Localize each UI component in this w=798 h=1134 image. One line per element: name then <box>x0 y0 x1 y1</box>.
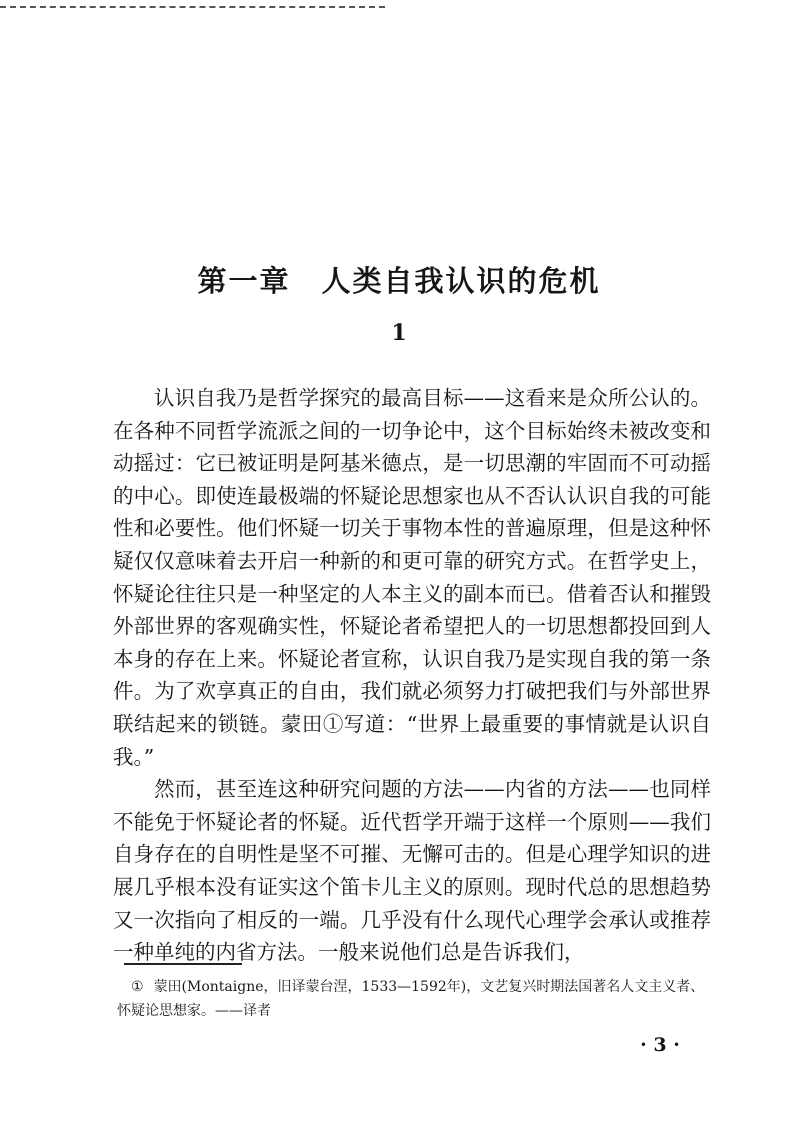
paragraph-2: 然而，甚至连这种研究问题的方法——内省的方法——也同样不能免于怀疑论者的怀疑。近代哲学开端于这样一个原则——我们自身存在的自明性是坚不可摧、无懈可击的。但是心理学知识的进展几乎根本没有证实这个笛卡儿主义的原则。现时代总的思想趋势又一次指向了相反的一端。几乎没有什么现代心理学会承认或推荐一种单纯的内省方法。一般来说他们总是告诉我们， <box>113 777 711 965</box>
footnote-text: 蒙田(Montaigne，旧译蒙台涅，1533—1592年)，文艺复兴时期法国著名人文主义者、怀疑论思想家。——译者 <box>117 979 705 1019</box>
body-text <box>113 382 711 969</box>
footnote-marker: ① <box>131 979 144 995</box>
scan-top-dashed-edge <box>0 6 385 8</box>
paragraph-1: 认识自我乃是哲学探究的最高目标——这看来是众所公认的。在各种不同哲学流派之间的一切争论中，这个目标始终未被改变和动摇过：它已被证明是阿基米德点，是一切思潮的牢固而不可动摇的中心。即使连最极端的怀疑论思想家也从不否认认识自我的可能性和必要性。他们怀疑一切关于事物本性的普遍原理，但是这种怀疑仅仅意味着去开启一种新的和更可靠的研究方式。在哲学史上，怀疑论往往只是一种坚定的人本主义的副本而已。借着否认和摧毁外部世界的客观确实性，怀疑论者希望把人的一切思想都投回到人本身的存在上来。怀疑论者宣称，认识自我乃是实现自我的第一条件。为了欢享真正的自由，我们就必须努力打破把我们与外部世界联结起来的锁链。蒙田①写道：“世界上最重要的事情就是认识自我。” <box>113 386 711 769</box>
page-number: · 3 · <box>640 1034 680 1056</box>
footnote <box>117 975 713 1023</box>
chapter-title: 第一章 人类自我认识的危机 <box>197 264 601 299</box>
section-number: 1 <box>391 320 407 346</box>
footnote-divider <box>124 963 242 965</box>
